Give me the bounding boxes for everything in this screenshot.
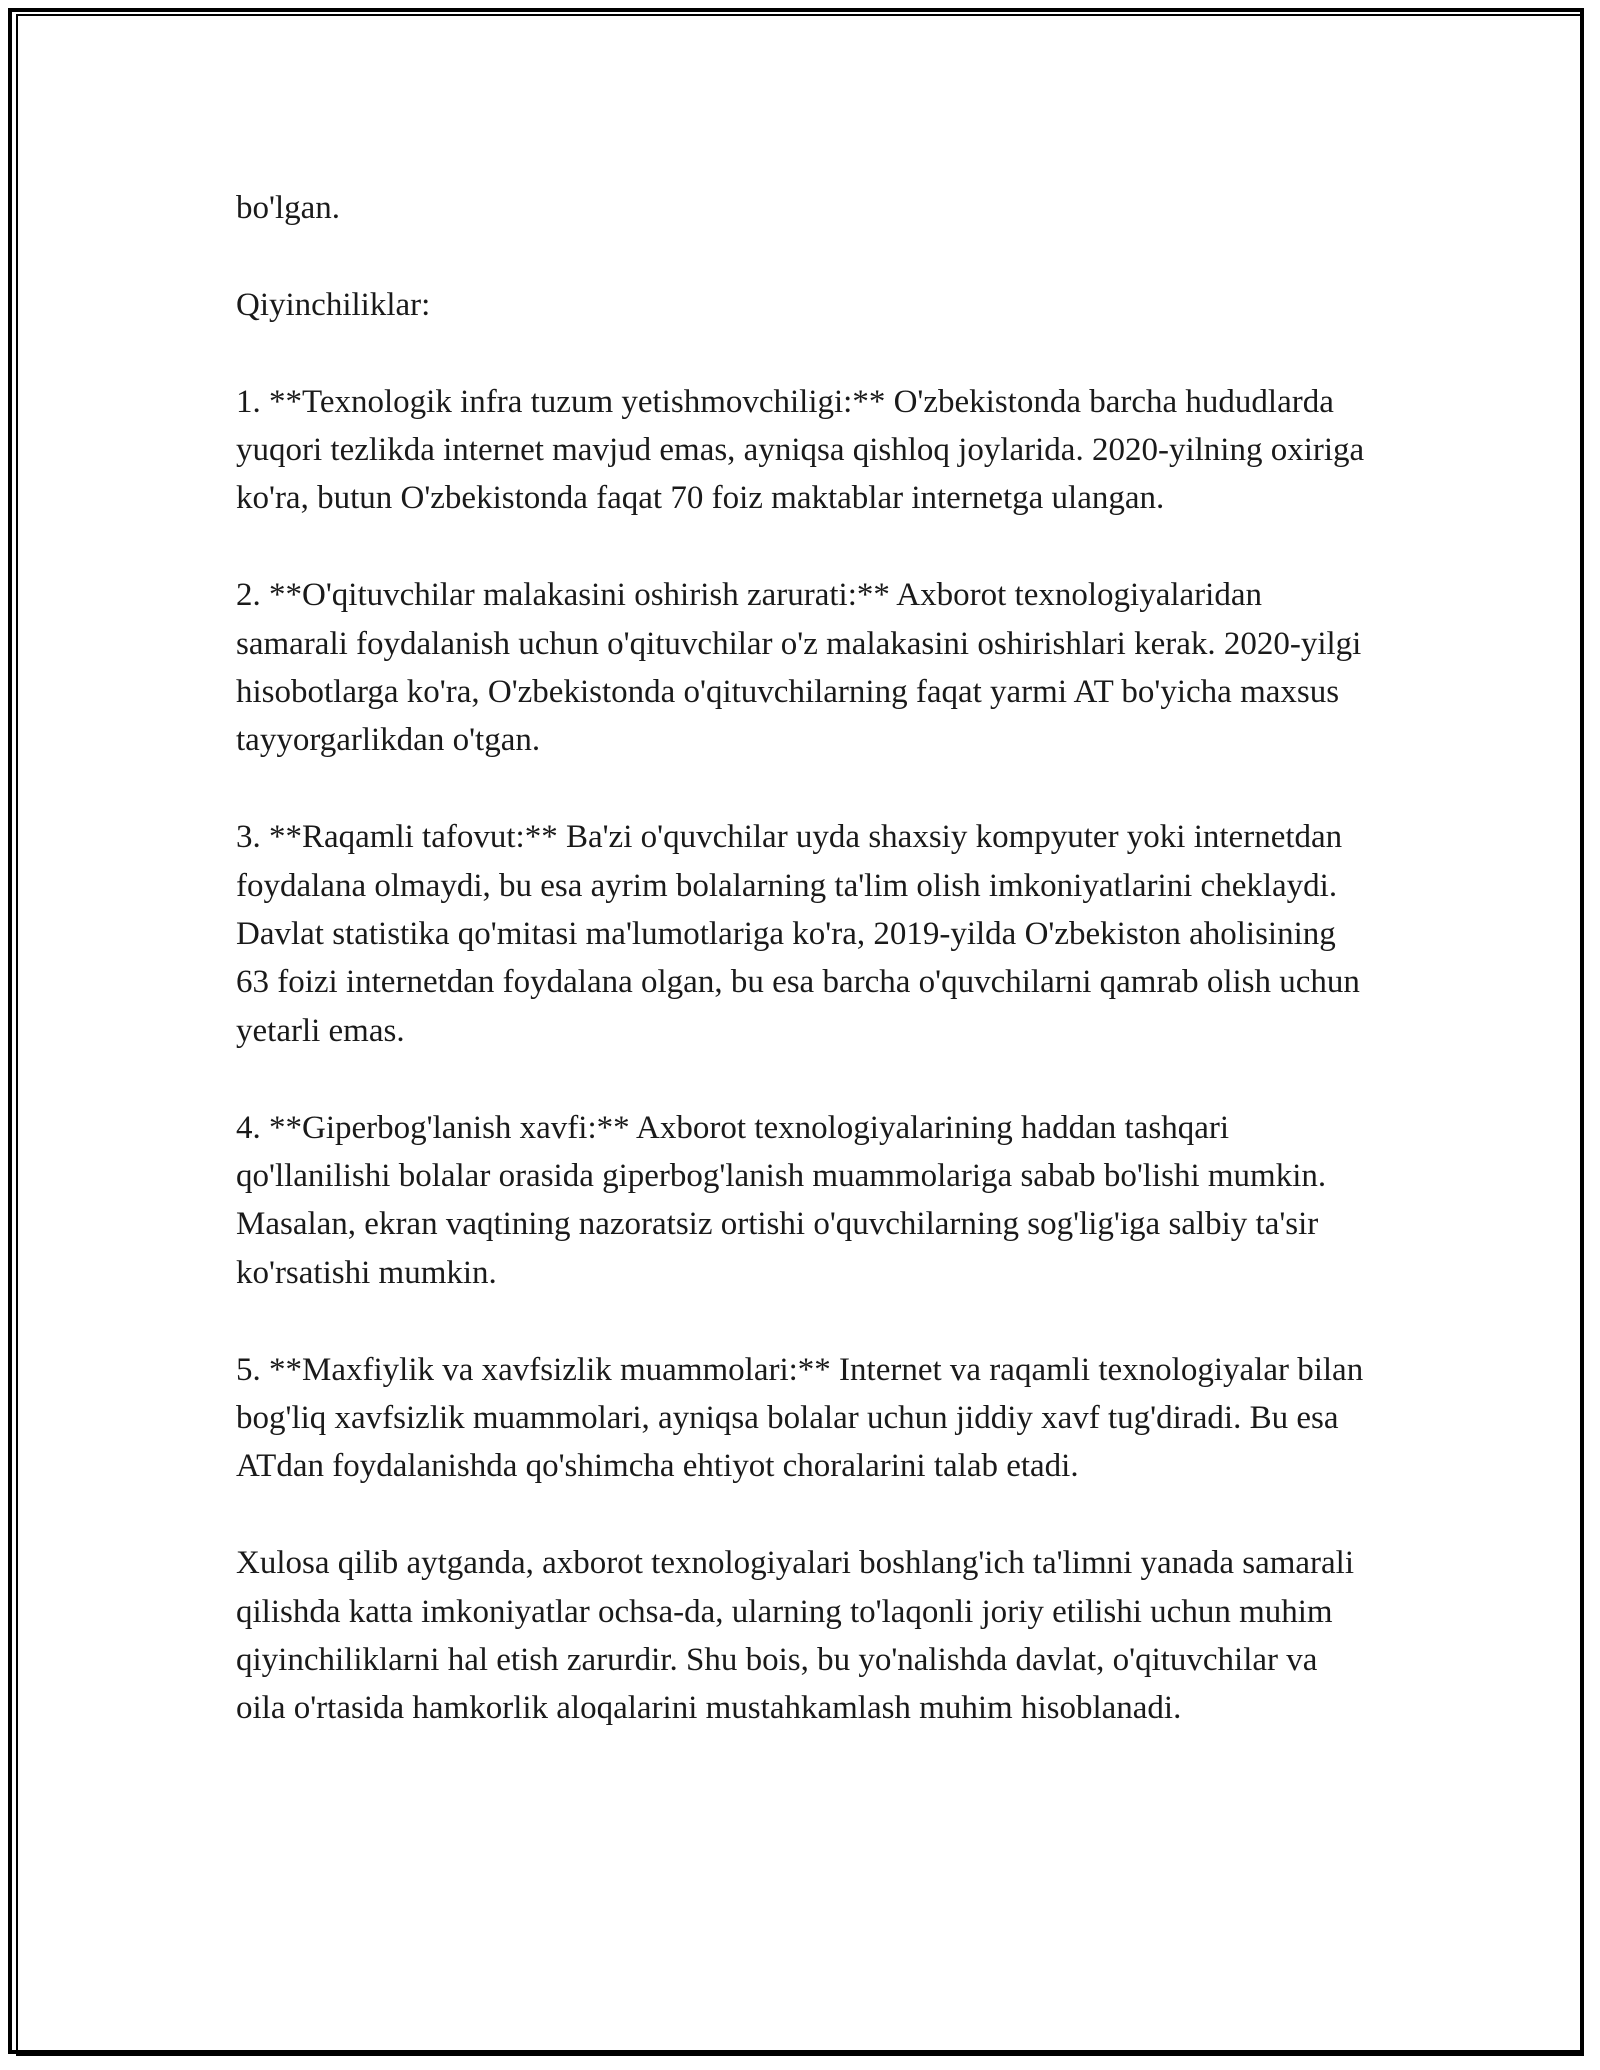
- section-heading-challenges: Qiyinchiliklar:: [236, 286, 431, 323]
- paragraph-conclusion: Xulosa qilib aytganda, axborot texnologiyalari boshlang'ich ta'limni yanada samarali qilishda katta imkoniyatlar ochsa-da, ularning to'laqonli joriy etilishi uchun muhim qiyinchiliklarni hal etish zarurdir. Shu bois, bu yo'nalishda davlat, o'qituvchilar va oila o'rtasida hamkorlik aloqalarini mustahkamlash muhim hisoblanadi.: [236, 1545, 1355, 1727]
- list-item-3-digital-divide: 3. **Raqamli tafovut:** Ba'zi o'quvchilar uyda shaxsiy kompyuter yoki internetdan foydalana olmaydi, bu esa ayrim bolalarning ta'lim olish imkoniyatlarini cheklaydi. Davlat statistika qo'mitasi ma'lumotlariga ko'ra, 2019-yilda O'zbekiston aholisining 63 foizi internetdan foydalana olgan, bu esa barcha o'quvchilarni qamrab olish uchun yetarli emas.: [236, 819, 1360, 1049]
- list-item-1-infrastructure: 1. **Texnologik infra tuzum yetishmovchiligi:** O'zbekistonda barcha hududlarda yuqori tezlikda internet mavjud emas, ayniqsa qishloq joylarida. 2020-yilning oxiriga ko'ra, butun O'zbekistonda faqat 70 foiz maktablar internetga ulangan.: [236, 383, 1365, 517]
- list-item-2-teacher-training: 2. **O'qituvchilar malakasini oshirish zarurati:** Axborot texnologiyalaridan samarali foydalanish uchun o'qituvchilar o'z malakasini oshirishlari kerak. 2020-yilgi hisobotlarga ko'ra, O'zbekistonda o'qituvchilarning faqat yarmi AT bo'yicha maxsus tayyorgarlikdan o'tgan.: [236, 577, 1362, 759]
- document-body: [236, 184, 1366, 1733]
- paragraph-continuation: bo'lgan.: [236, 190, 341, 226]
- list-item-4-overuse-risk: 4. **Giperbog'lanish xavfi:** Axborot texnologiyalarining haddan tashqari qo'llanilishi bolalar orasida giperbog'lanish muammolariga sabab bo'lishi mumkin. Masalan, ekran vaqtining nazoratsiz ortishi o'quvchilarning sog'lig'iga salbiy ta'sir ko'rsatishi mumkin.: [236, 1109, 1327, 1291]
- list-item-5-privacy-security: 5. **Maxfiylik va xavfsizlik muammolari:** Internet va raqamli texnologiyalar bilan bog'liq xavfsizlik muammolari, ayniqsa bolalar uchun jiddiy xavf tug'diradi. Bu esa ATdan foydalanishda qo'shimcha ehtiyot choralarini talab etadi.: [236, 1351, 1364, 1485]
